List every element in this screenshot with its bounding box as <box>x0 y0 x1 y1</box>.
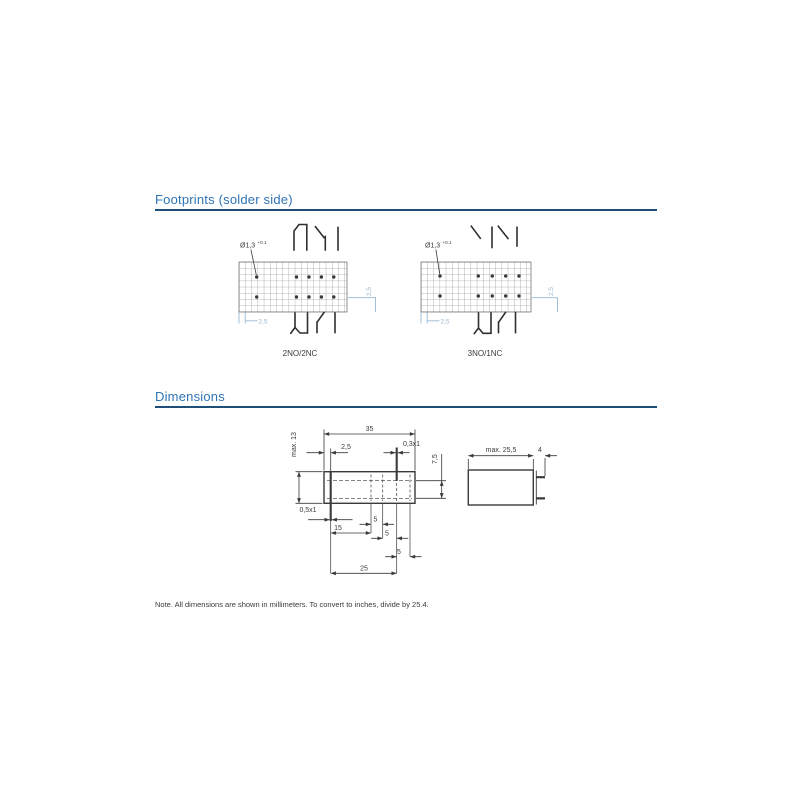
solder-pad <box>438 294 441 297</box>
footprint-2no2nc <box>239 225 376 359</box>
solder-pad <box>504 294 507 297</box>
relay-body-outline <box>468 470 533 505</box>
dim-label-row-pitch: 7,5 <box>432 454 439 464</box>
arrowhead <box>468 454 473 458</box>
relay-end-view <box>468 447 557 505</box>
dimensions-heading: Dimensions <box>155 389 225 404</box>
solder-pad <box>320 295 323 298</box>
solder-pad <box>332 275 335 278</box>
relay-pins <box>536 477 545 498</box>
dim-label-15: 15 <box>334 525 342 532</box>
arrowhead <box>332 518 337 522</box>
dim-label-coil-pin: 0,5x1 <box>299 507 317 514</box>
arrowhead <box>297 472 301 477</box>
pitch-y-dimension <box>347 298 375 312</box>
dimension-35 <box>324 430 415 471</box>
arrowhead <box>397 536 402 540</box>
solder-pad <box>504 274 507 277</box>
hole-tolerance-label: +0.1 <box>257 240 267 245</box>
contact-symbols-bottom <box>291 313 335 334</box>
solder-pad <box>517 274 520 277</box>
arrowhead <box>410 555 415 559</box>
hole-tolerance-label: +0.1 <box>442 240 452 245</box>
arrowhead <box>366 531 371 535</box>
arrowhead <box>331 451 336 455</box>
footprint-caption: 2NO/2NC <box>282 349 318 358</box>
pitch-x-label: 2,5 <box>258 318 268 326</box>
arrowhead <box>545 454 550 458</box>
arrowhead <box>325 518 330 522</box>
dim-label-pin1-offset: 2,5 <box>341 444 351 451</box>
arrowhead <box>297 498 301 503</box>
footprint-caption: 3NO/1NC <box>467 349 503 358</box>
arrowhead <box>392 571 397 575</box>
dim-label-5b: 5 <box>385 530 389 538</box>
dim-label-contact-pin: 0,3x1 <box>402 441 421 448</box>
arrowhead <box>378 536 383 540</box>
nc-contact-symbol <box>291 313 308 333</box>
pitch-x-label: 2,5 <box>440 318 450 326</box>
no-contact-symbol <box>492 226 508 247</box>
contact-symbols-top <box>471 226 517 247</box>
dim-label-5c: 5 <box>397 549 401 556</box>
dimension-pin-length <box>545 456 557 476</box>
arrowhead <box>366 522 371 526</box>
pitch-y-dimension <box>531 298 557 312</box>
footprint-grid <box>421 262 531 312</box>
contact-symbols-bottom <box>474 312 515 333</box>
dim-label-25: 25 <box>360 565 368 573</box>
dimension-depth <box>468 456 533 470</box>
solder-pad <box>307 275 310 278</box>
arrowhead <box>398 451 403 455</box>
footprints-heading: Footprints (solder side) <box>155 192 293 207</box>
footprint-3no1nc <box>421 226 558 358</box>
solder-pad <box>307 295 310 298</box>
pitch-x-dimension <box>421 313 439 323</box>
arrowhead <box>410 432 415 436</box>
pitch-x-dimension <box>239 313 257 323</box>
dim-label-width: 35 <box>365 426 374 433</box>
dim-label-depth: max. 25,5 <box>485 447 517 454</box>
solder-pad <box>255 275 258 278</box>
no-contact-symbol <box>499 312 506 332</box>
dimension-2-5 <box>307 449 349 472</box>
arrowhead <box>383 522 388 526</box>
hole-diameter-label: Ø1,3 <box>425 242 441 250</box>
arrowhead <box>392 555 397 559</box>
nc-contact-symbol <box>294 225 307 251</box>
no-contact-symbol <box>317 313 324 333</box>
nc-contact-symbol <box>474 313 491 334</box>
hole-diameter-label: Ø1,3 <box>240 242 256 250</box>
arrowhead <box>391 451 396 455</box>
dim-label-5a: 5 <box>373 516 378 524</box>
arrowhead <box>331 571 336 575</box>
units-note: Note. All dimensions are shown in millimeters. To convert to inches, divide by 25.4. <box>155 600 429 609</box>
solder-pad <box>295 275 298 278</box>
arrowhead <box>324 432 329 436</box>
solder-pad <box>477 294 480 297</box>
solder-pad <box>295 295 298 298</box>
solder-pad <box>438 274 441 277</box>
solder-pad <box>255 295 258 298</box>
arrowhead <box>528 454 533 458</box>
dim-label-height: max. 13 <box>291 432 298 457</box>
pitch-y-label: 2,5 <box>548 286 555 296</box>
solder-pad <box>517 294 520 297</box>
solder-pad <box>477 274 480 277</box>
solder-pad <box>491 274 494 277</box>
dimension-row-pitch <box>416 454 446 498</box>
relay-side-view <box>291 426 446 575</box>
arrowhead <box>440 493 444 498</box>
no-contact-symbol <box>471 226 480 238</box>
solder-pad <box>320 275 323 278</box>
pitch-y-label: 2,5 <box>366 286 373 296</box>
no-contact-symbol <box>316 227 326 250</box>
dim-label-pin-length: 4 <box>538 447 542 454</box>
arrowhead <box>440 481 444 486</box>
arrowhead <box>319 451 324 455</box>
contact-symbols-top <box>294 225 338 251</box>
solder-pad <box>332 295 335 298</box>
solder-pad <box>491 294 494 297</box>
